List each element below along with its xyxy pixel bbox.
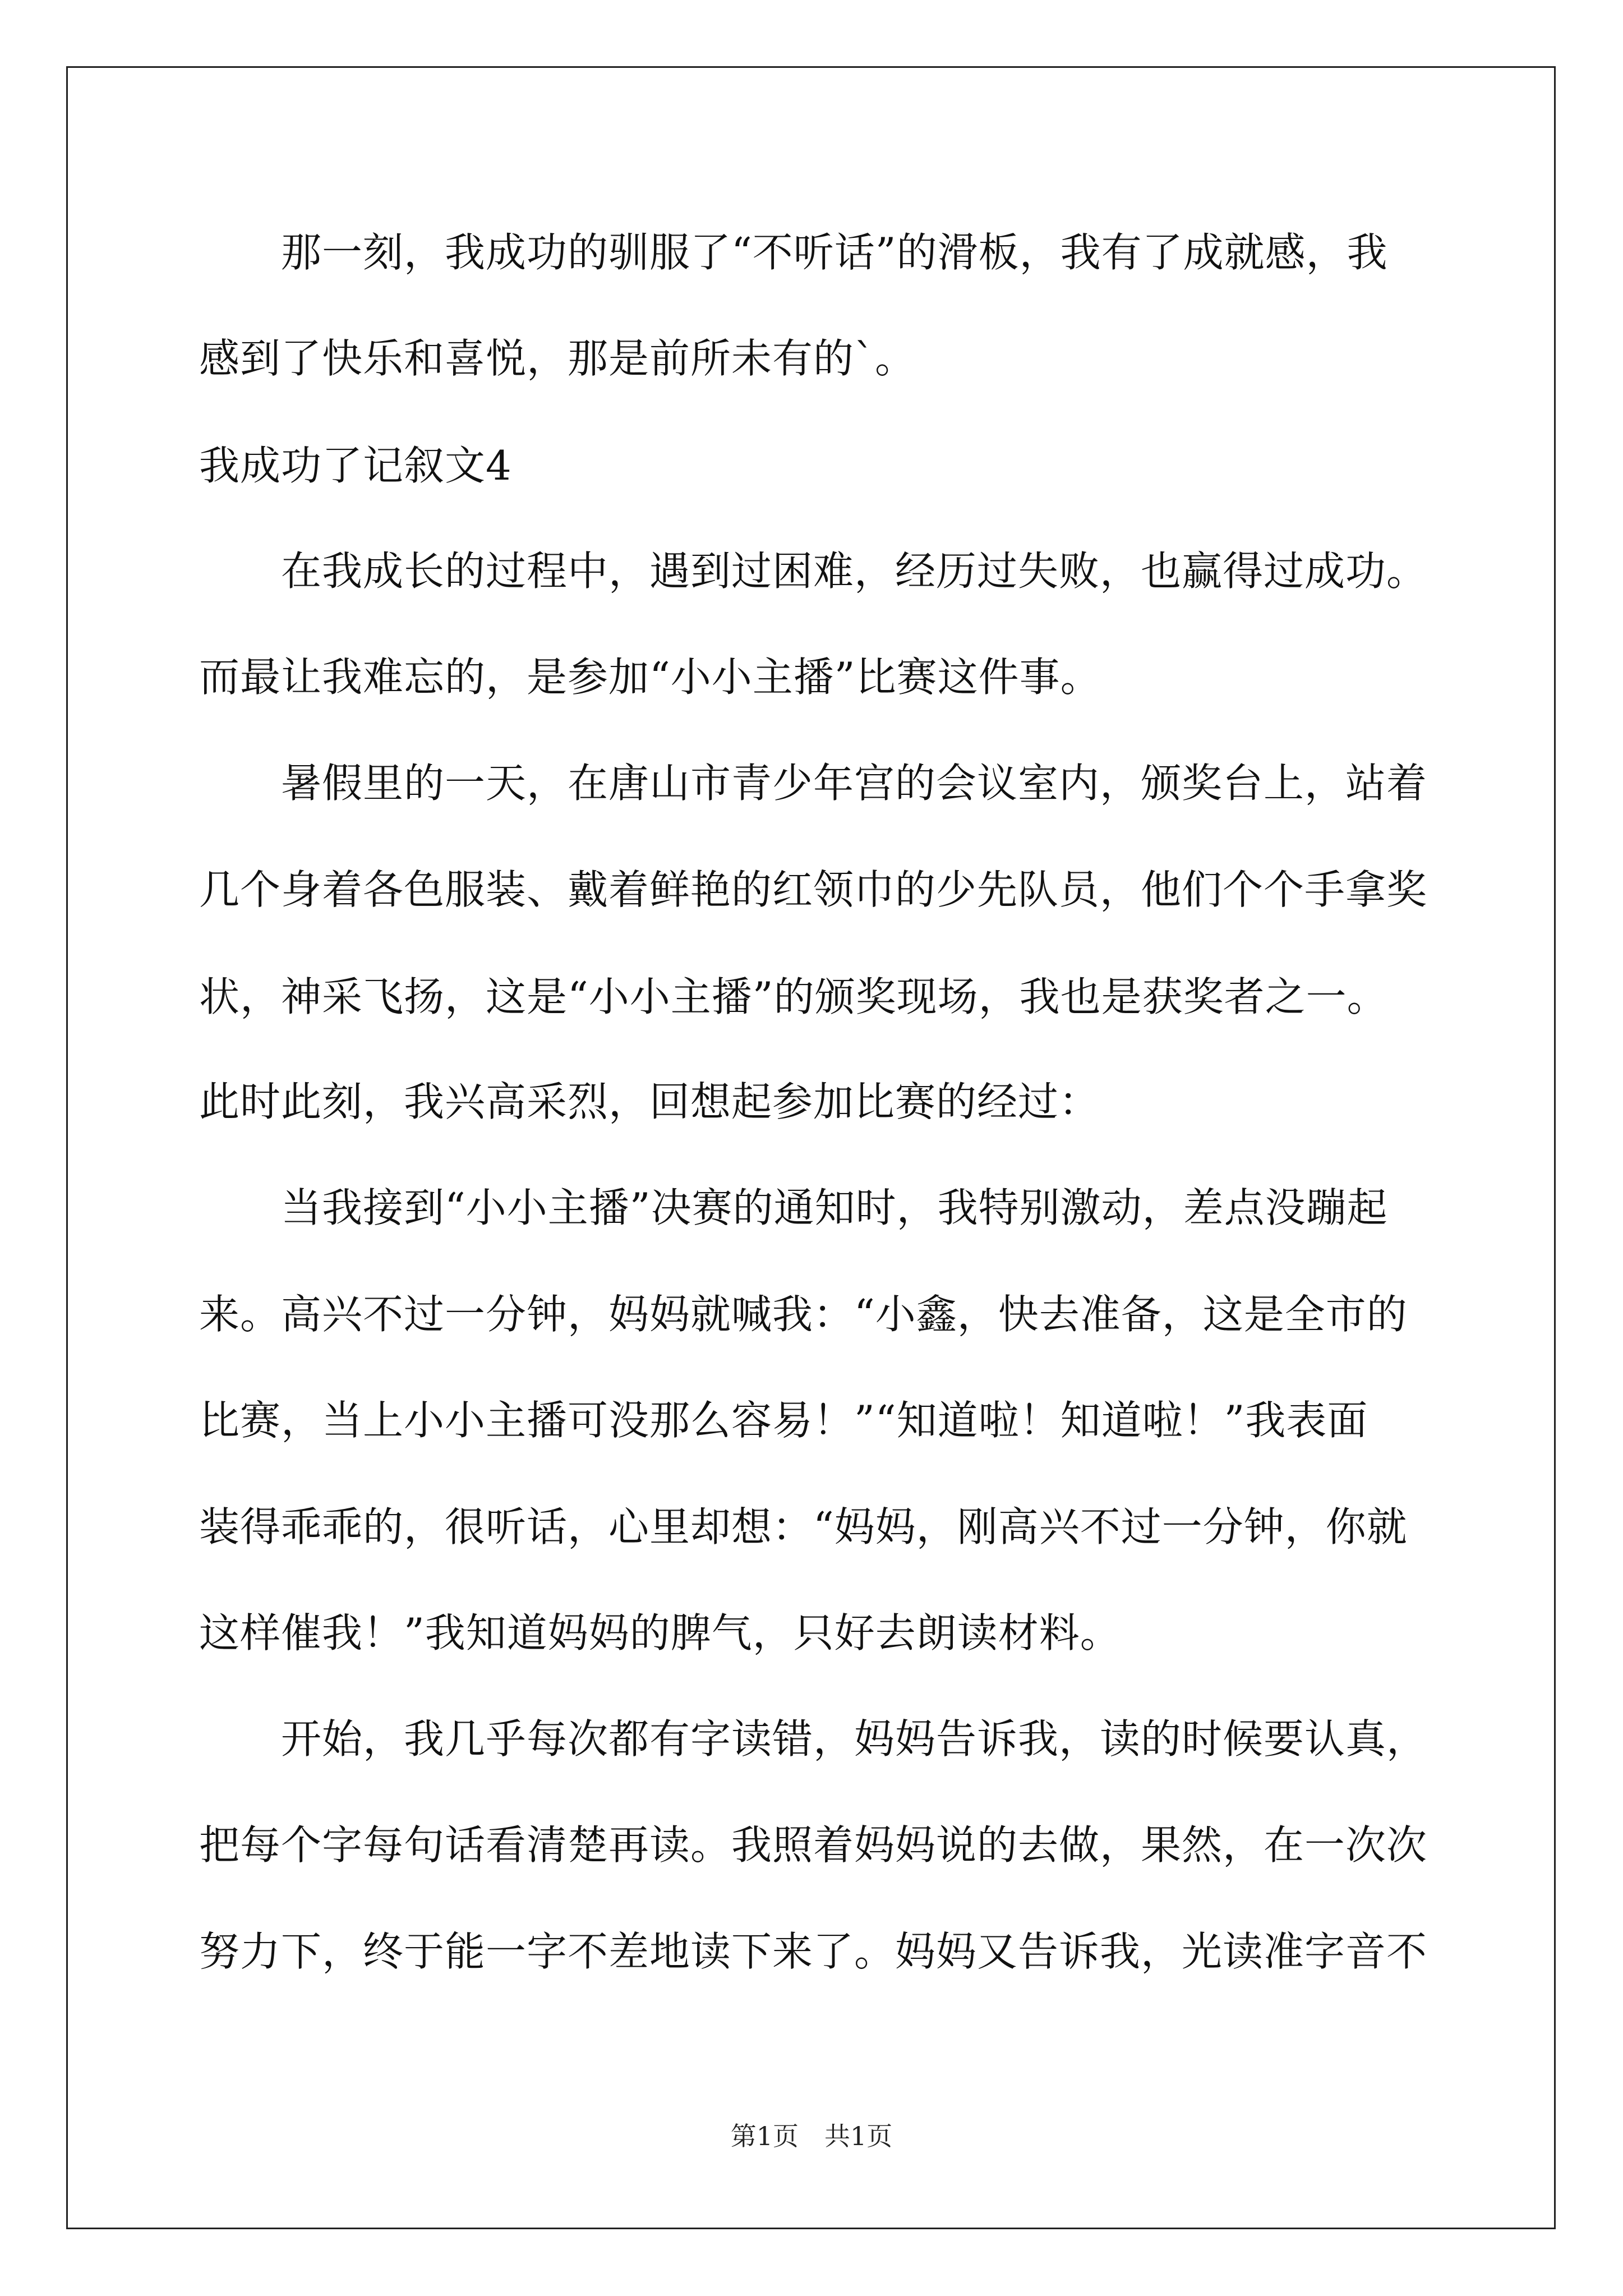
section-heading: 我成功了记叙文4 xyxy=(199,442,512,489)
paragraph-line: 努力下，终于能一字不差地读下来了。妈妈又告诉我，光读准字音不 xyxy=(199,1928,1428,1975)
paragraph-line: 比赛，当上小小主播可没那么容易！”“知道啦！知道啦！”我表面 xyxy=(199,1397,1368,1444)
paragraph-line: 来。高兴不过一分钟，妈妈就喊我：“小鑫，快去准备，这是全市的 xyxy=(199,1291,1408,1338)
paragraph-line: 这样催我！”我知道妈妈的脾气，只好去朗读材料。 xyxy=(199,1609,1121,1657)
paragraph-line: 开始，我几乎每次都有字读错，妈妈告诉我，读的时候要认真， xyxy=(199,1715,1428,1763)
paragraph-line: 暑假里的一天，在唐山市青少年宫的会议室内，颁奖台上，站着 xyxy=(199,760,1428,807)
page-border xyxy=(66,66,1556,2229)
paragraph-line: 几个身着各色服装、戴着鲜艳的红领巾的少先队员，他们个个手拿奖 xyxy=(199,866,1428,913)
page-footer: 第1页 共1页 xyxy=(730,2121,893,2151)
paragraph-line: 在我成长的过程中，遇到过困难，经历过失败，也赢得过成功。 xyxy=(199,547,1428,595)
paragraph-line: 那一刻，我成功的驯服了“不听话”的滑板，我有了成就感，我 xyxy=(199,229,1388,276)
paragraph-line: 此时此刻，我兴高采烈，回想起参加比赛的经过： xyxy=(199,1078,1100,1125)
paragraph-line: 感到了快乐和喜悦，那是前所未有的`。 xyxy=(199,335,916,382)
paragraph-line: 状，神采飞扬，这是“小小主播”的颁奖现场，我也是获奖者之一。 xyxy=(199,973,1388,1020)
paragraph-line: 把每个字每句话看清楚再读。我照着妈妈说的去做，果然，在一次次 xyxy=(199,1821,1428,1869)
paragraph-line: 而最让我难忘的，是参加“小小主播”比赛这件事。 xyxy=(199,654,1101,701)
paragraph-line: 当我接到“小小主播”决赛的通知时，我特别激动，差点没蹦起 xyxy=(199,1184,1388,1231)
paragraph-line: 装得乖乖的，很听话，心里却想：“妈妈，刚高兴不过一分钟，你就 xyxy=(199,1503,1408,1550)
